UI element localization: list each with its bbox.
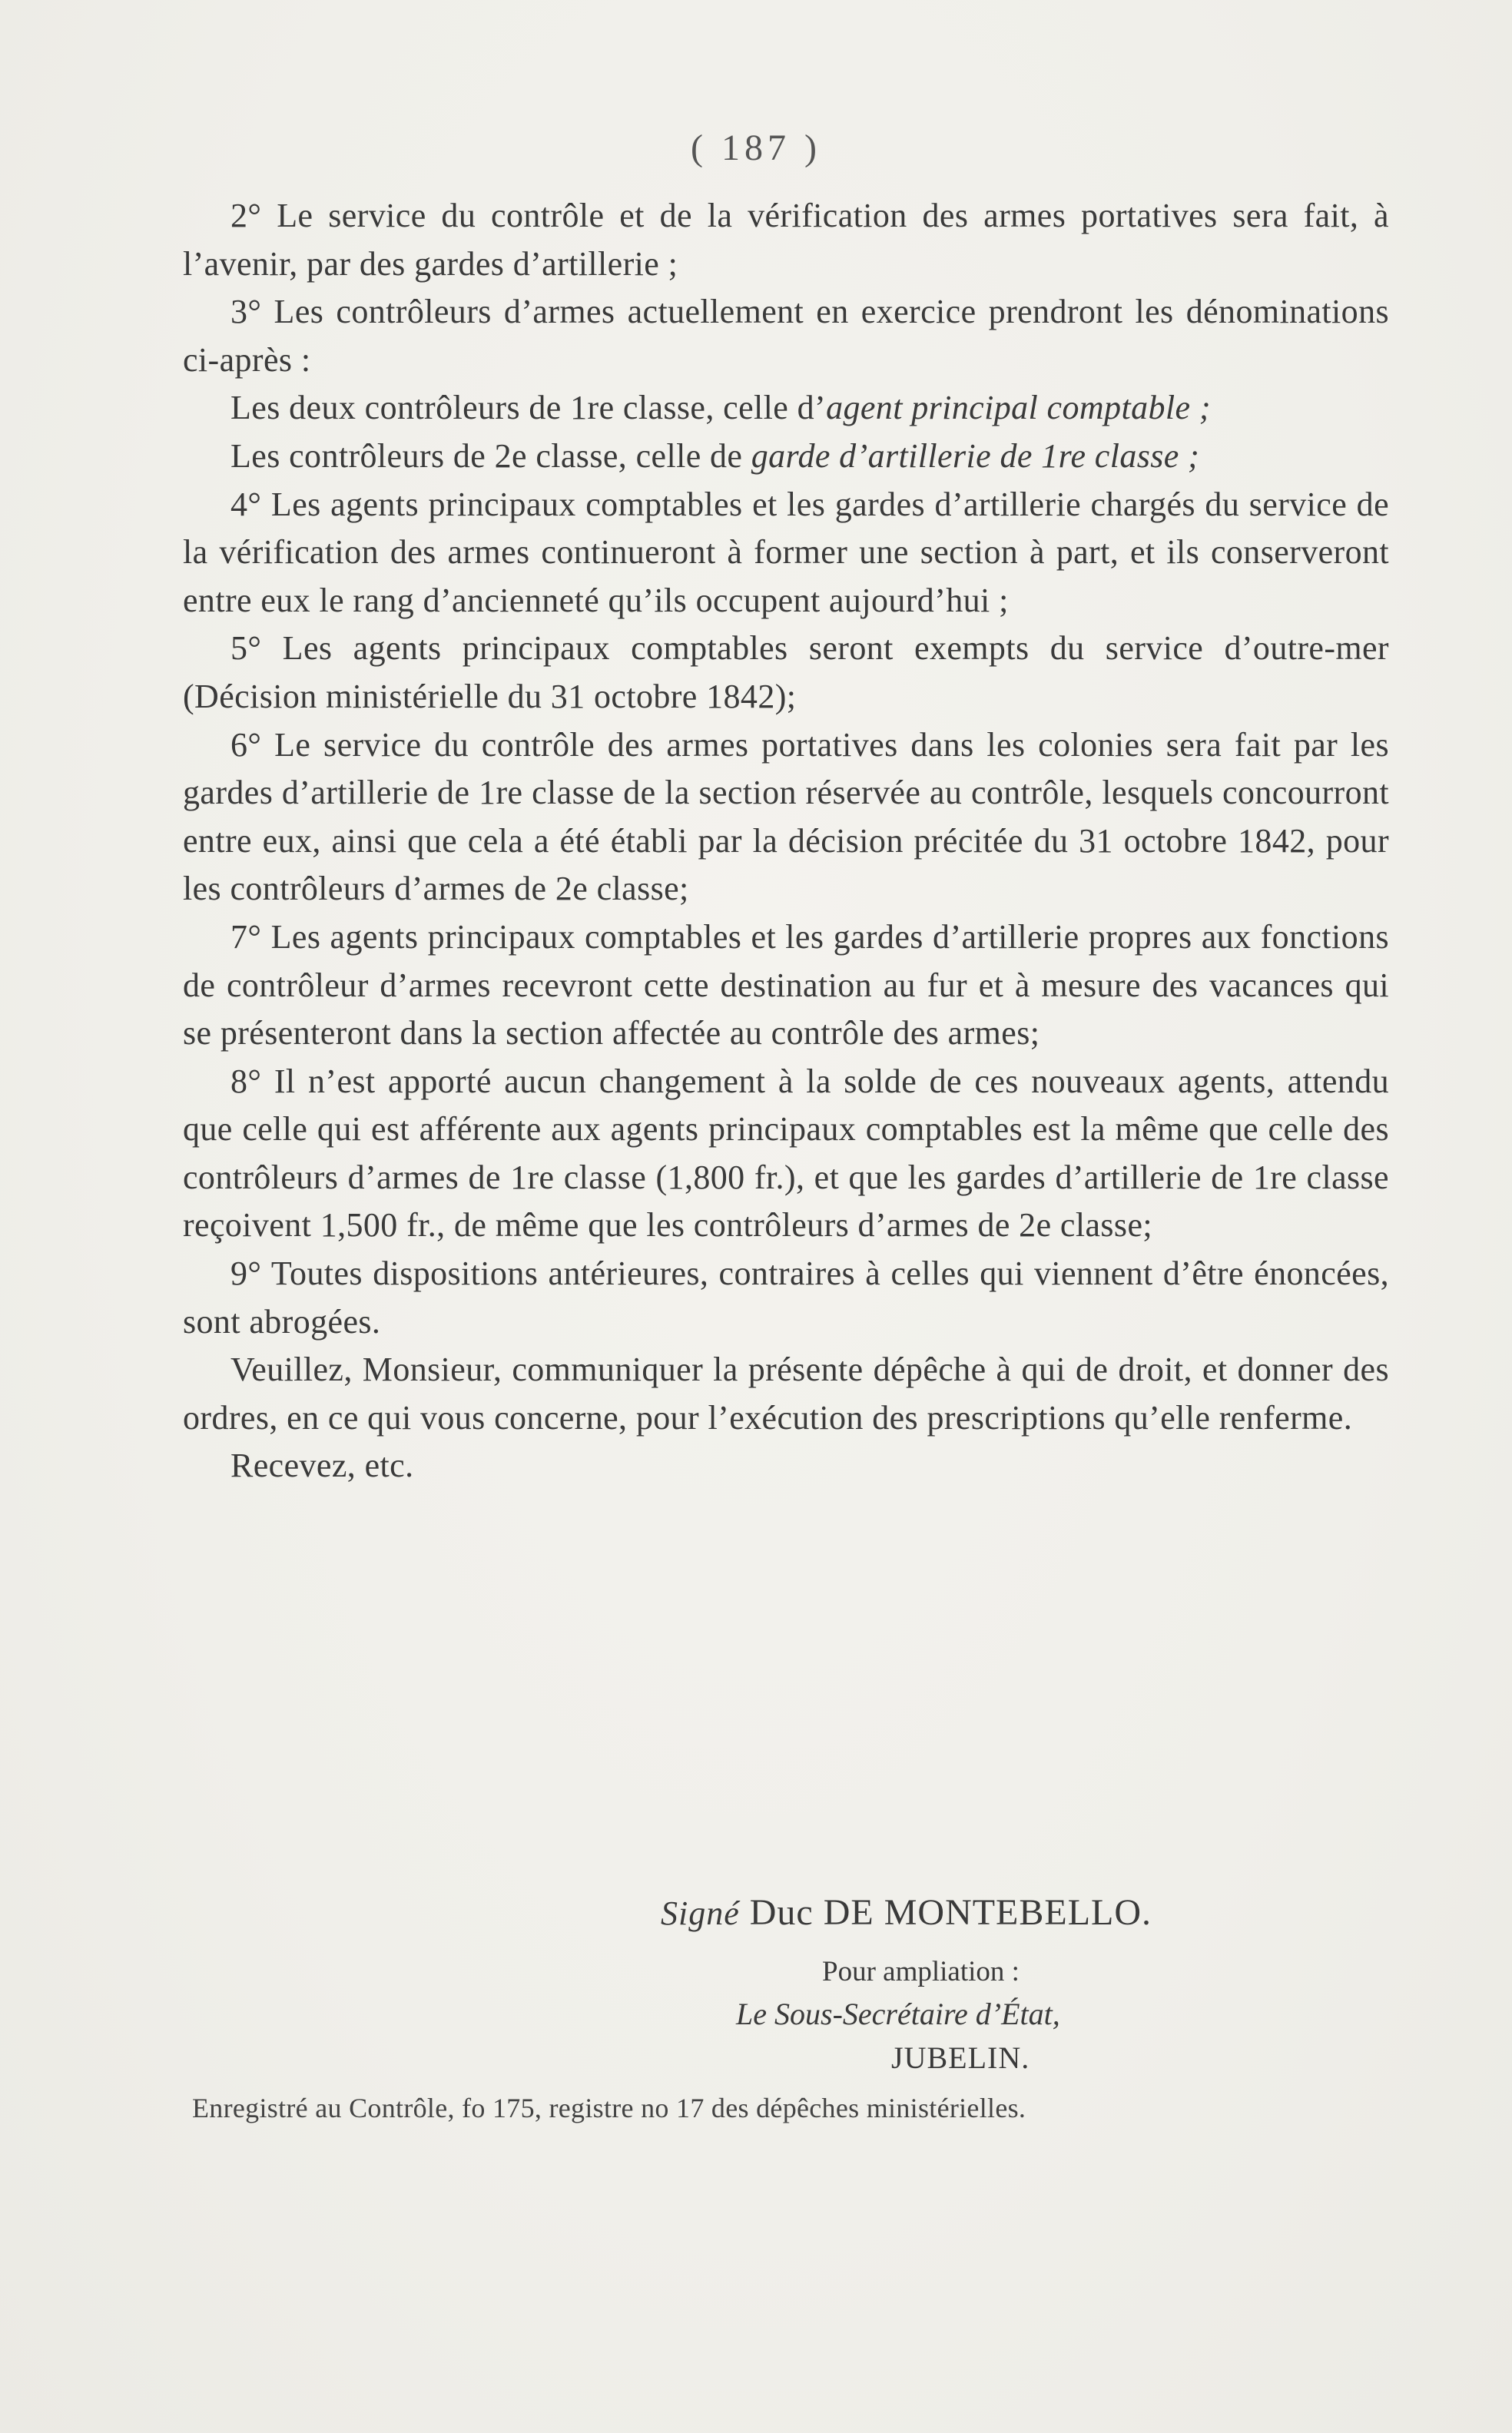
paragraph-controleurs-2e xyxy=(183,433,1389,481)
paragraph-controleurs-1re xyxy=(183,384,1389,433)
secretary-title: Le Sous-Secrétaire d’État, xyxy=(736,1997,1060,2031)
page-number: ( 187 ) xyxy=(691,128,821,168)
paragraph-5: 5° Les agents principaux comptables seront exempts du service d’outre-mer (Décision ministérielle du 31 octobre 1842); xyxy=(183,629,1389,715)
body-text xyxy=(183,192,1389,1490)
paragraph-6: 6° Le service du contrôle des armes portatives dans les colonies sera fait par les gardes d’artillerie de 1re classe de la section réservée au contrôle, lesquels concourront entre eux, ainsi que cela a été établi par la décision précitée du 31 octobre 1842, pour les contrôleurs d’armes de 2e classe; xyxy=(183,725,1389,908)
paragraph-recevez: Recevez, etc. xyxy=(230,1447,414,1485)
ampliation-label: Pour ampliation : xyxy=(822,1956,1020,1987)
signatory-name: Duc DE MONTEBELLO. xyxy=(749,1892,1152,1933)
paragraph-3: 3° Les contrôleurs d’armes actuellement en exercice prendront les dénominations ci-après : xyxy=(183,293,1389,379)
paragraph-2: 2° Le service du contrôle et de la vérification des armes portatives sera fait, à l’avenir, par des gardes d’artillerie ; xyxy=(183,197,1389,283)
signe-label: Signé xyxy=(661,1894,740,1932)
signature-line xyxy=(661,1891,1152,1934)
italic-garde-artillerie: garde d’artillerie de 1re classe ; xyxy=(751,436,1200,475)
italic-agent-principal: agent principal comptable ; xyxy=(826,389,1211,427)
paragraph-8: 8° Il n’est apporté aucun changement à la solde de ces nouveaux agents, attendu que celle qui est afférente aux agents principaux comptables est la même que celle des contrôleurs d’armes de 1re classe (1,800 fr.), et que les gardes d’artillerie de 1re classe reçoivent 1,500 fr., de même que les contrôleurs d’armes de 2e classe; xyxy=(183,1062,1389,1245)
registry-note: Enregistré au Contrôle, fo 175, registre no 17 des dépêches ministérielles. xyxy=(192,2093,1026,2123)
paragraph-controleurs-1re-text: Les deux contrôleurs de 1re classe, celle d’ xyxy=(230,389,827,427)
paragraph-4: 4° Les agents principaux comptables et les gardes d’artillerie chargés du service de la vérification des armes continueront à former une section à part, et ils conserveront entre eux le rang d’ancienneté qu’ils occupent aujourd’hui ; xyxy=(183,485,1389,619)
paragraph-9: 9° Toutes dispositions antérieures, contraires à celles qui viennent d’être énoncées, sont abrogées. xyxy=(183,1255,1389,1341)
paragraph-controleurs-2e-text: Les contrôleurs de 2e classe, celle de xyxy=(230,436,751,475)
secretary-name: JUBELIN. xyxy=(891,2040,1030,2075)
paragraph-veuillez: Veuillez, Monsieur, communiquer la présente dépêche à qui de droit, et donner des ordres, en ce qui vous concerne, pour l’exécution des prescriptions qu’elle renferme. xyxy=(183,1351,1389,1437)
paragraph-7: 7° Les agents principaux comptables et les gardes d’artillerie propres aux fonctions de contrôleur d’armes recevront cette destination au fur et à mesure des vacances qui se présenteront dans la section affectée au contrôle des armes; xyxy=(183,917,1389,1052)
